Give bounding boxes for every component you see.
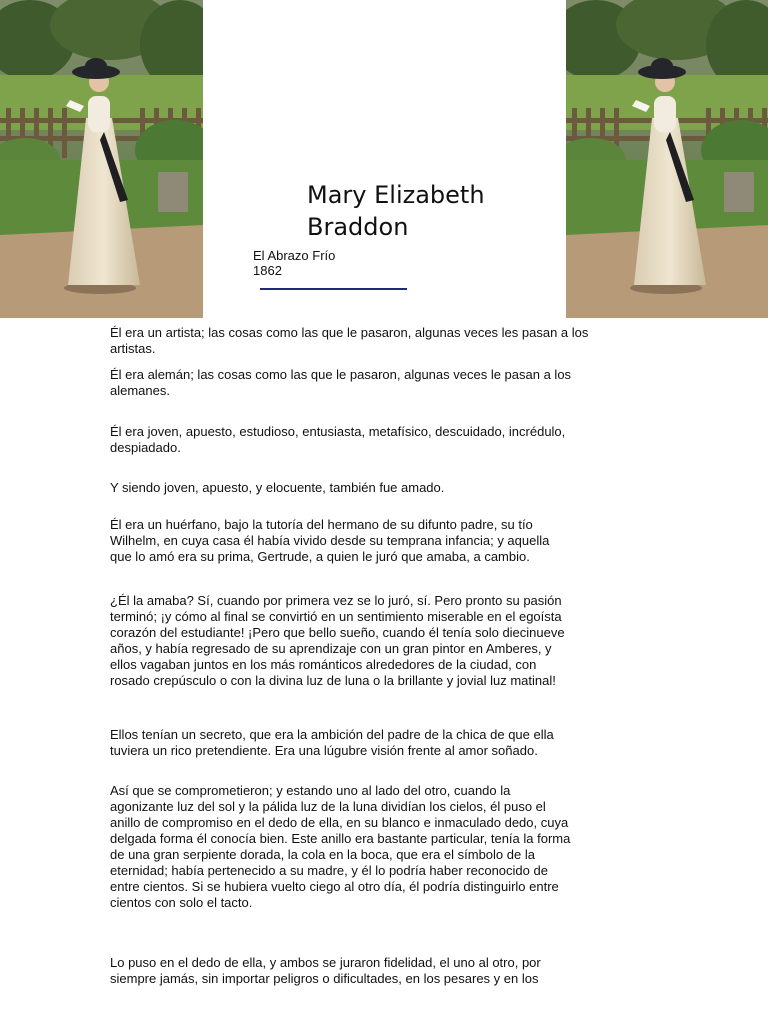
woman-reading-painting-icon	[566, 0, 768, 318]
author-name: Mary Elizabeth Braddon	[307, 181, 485, 241]
paragraph: Y siendo joven, apuesto, y elocuente, también fue amado.	[110, 480, 445, 495]
paragraph: Así que se comprometieron; y estando uno al lado del otro, cuando la agonizante luz del sol y la pálida luz de la luna dividían los cielos, él puso el anillo de compromiso en el dedo de ella, en su blanco e inmaculado dedo, cuya delgada forma él conocía bien. Este anillo era bastante particular, tenía la forma de una gran serpiente dorada, la cola en la boca, que era el símbolo de la eternidad; había pertenecido a su madre, y él lo podría haber reconocido de entre cientos. Si se hubiera vuelto ciego al otro día, él podría distinguirlo entre cientos con solo el tacto.	[110, 783, 571, 910]
paragraph: Ellos tenían un secreto, que era la ambición del padre de la chica de que ella tuviera un rico pretendiente. Era una lúgubre visión frente al amor soñado.	[110, 727, 554, 758]
paragraph: Él era joven, apuesto, estudioso, entusiasta, metafísico, descuidado, incrédulo, despiadado.	[110, 424, 566, 455]
paragraph: Él era un huérfano, bajo la tutoría del hermano de su difunto padre, su tío Wilhelm, en cuya casa él había vivido desde su temprana infancia; y aquella que lo amó era su prima, Gertrude, a quien le juró que amaba, a cambio.	[110, 517, 550, 564]
cover-painting-right	[566, 0, 768, 318]
title-divider	[260, 288, 407, 290]
work-title: El Abrazo Frío	[253, 248, 336, 263]
cover-painting-left	[0, 0, 203, 318]
woman-reading-painting-icon	[0, 0, 203, 318]
paragraph: ¿Él la amaba? Sí, cuando por primera vez se lo juró, sí. Pero pronto su pasión terminó; ¡y cómo al final se convirtió en un sentimiento miserable en el egoísta corazón del estudiante! ¡Pero que bello sueño, cuando él tenía solo diecinueve años, y había regresado de su aprendizaje con un gran pintor en Amberes, y ellos vagaban juntos en los más románticos alrededores de la ciudad, con rosado crepúsculo o con la divina luz de luna o la brillante y jovial luz matinal!	[110, 593, 565, 688]
publication-year: 1862	[253, 263, 282, 278]
paragraph: Él era alemán; las cosas como las que le pasaron, algunas veces le pasan a los alemanes.	[110, 367, 572, 398]
paragraph: Él era un artista; las cosas como las que le pasaron, algunas veces les pasan a los artistas.	[110, 325, 589, 356]
paragraph: Lo puso en el dedo de ella, y ambos se juraron fidelidad, el uno al otro, por siempre jamás, sin importar peligros o dificultades, en los pesares y en los	[110, 955, 541, 986]
